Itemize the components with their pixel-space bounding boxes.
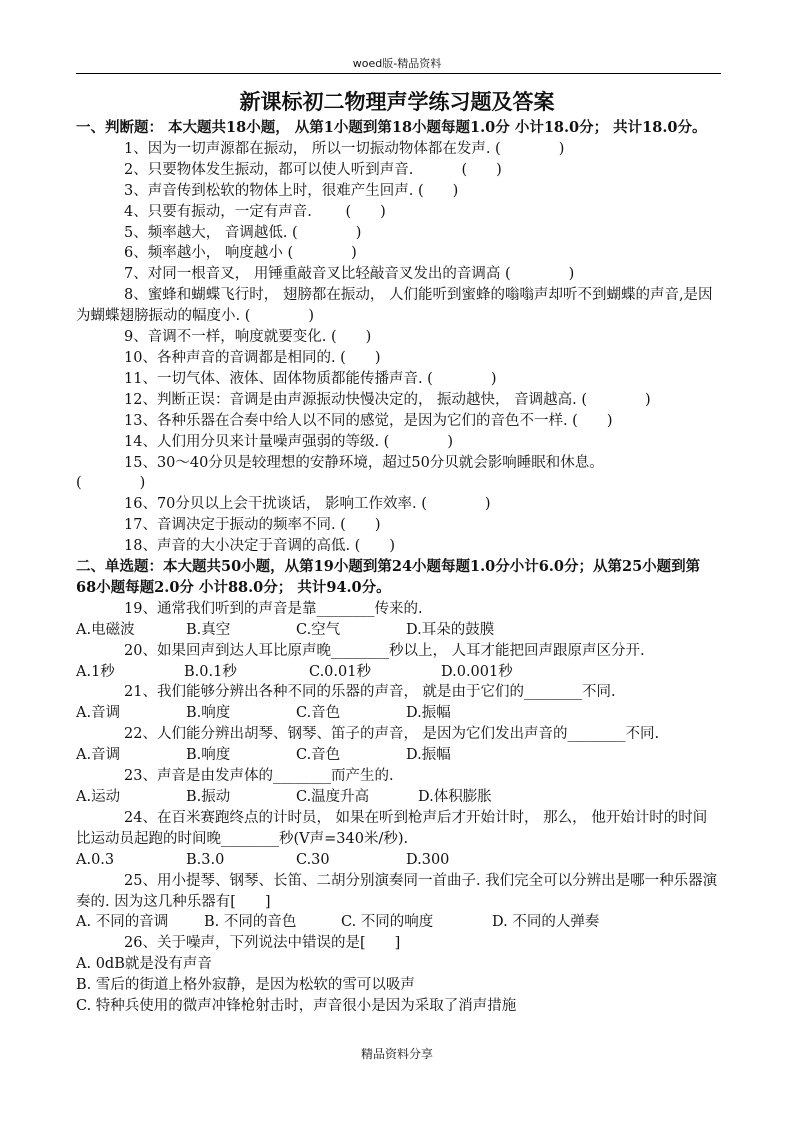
- judgment-item: 9、音调不一样，响度就要变化. ( ): [124, 329, 372, 346]
- option: A. 不同的音调: [76, 914, 169, 931]
- option: B.响度: [186, 747, 231, 764]
- option: D.振幅: [406, 747, 451, 764]
- option: B. 雪后的街道上格外寂静，是因为松软的雪可以吸声: [76, 977, 415, 994]
- judgment-item: 7、对同一根音叉， 用锤重敲音叉比轻敲音叉发出的音调高 ( ): [124, 266, 575, 283]
- document-body: [76, 118, 720, 1017]
- judgment-item: 2、只要物体发生振动，都可以使人听到声音. ( ): [124, 161, 502, 178]
- judgment-item: 4、只要有振动，一定有声音. ( ): [124, 203, 386, 220]
- option: C.0.01秒: [309, 663, 371, 680]
- question-stem: 21、我们能够分辨出各种不同的乐器的声音， 就是由于它们的________不同.: [124, 684, 616, 701]
- option: B.0.1秒: [184, 663, 237, 680]
- judgment-item: 12、判断正误：音调是由声源振动快慢决定的， 振动越快， 音调越高. ( ): [124, 391, 651, 408]
- option: D. 不同的人弹奏: [492, 914, 600, 931]
- option: B. 不同的音色: [204, 914, 297, 931]
- judgment-item: 10、各种声音的音调都是相同的. ( ): [124, 349, 381, 366]
- question-stem: 24、在百米赛跑终点的计时员， 如果在听到枪声后才开始计时， 那么， 他开始计时的时间比运动员起跑的时间晚________秒(V声=340米/秒).: [76, 809, 708, 847]
- option: C. 特种兵使用的微声冲锋枪射击时，声音很小是因为采取了消声措施: [76, 998, 517, 1015]
- option: A.1秒: [76, 663, 115, 680]
- option: D.0.001秒: [441, 663, 513, 680]
- judgment-item: 16、70分贝以上会干扰谈话， 影响工作效率. ( ): [124, 496, 491, 513]
- option: A. 0dB就是没有声音: [76, 956, 212, 973]
- option: C. 不同的响度: [341, 914, 434, 931]
- judgment-answer-bracket: ( ): [76, 475, 146, 492]
- option-row: [76, 745, 720, 766]
- option-row: [76, 703, 720, 724]
- option: D.耳朵的鼓膜: [406, 621, 495, 638]
- option: B.响度: [186, 705, 231, 722]
- question-stem: 23、声音是由发声体的________而产生的.: [124, 768, 394, 785]
- question-stem: 22、人们能分辨出胡琴、钢琴、笛子的声音， 是因为它们发出声音的________不同.: [124, 726, 660, 743]
- option-row: [76, 912, 720, 933]
- section-1-heading: 一、判断题： 本大题共18小题， 从第1小题到第18小题每题1.0分 小计18.0分； 共计18.0分。: [76, 119, 707, 136]
- section-2-heading: 二、单选题：本大题共50小题，从第19小题到第24小题每题1.0分小计6.0分；从第25小题到第68小题每题2.0分 小计88.0分； 共计94.0分。: [76, 558, 701, 596]
- option: D.300: [406, 851, 450, 868]
- option: B.振动: [186, 789, 231, 805]
- judgment-item: 15、30～40分贝是较理想的安静环境，超过50分贝就会影响睡眠和休息。: [124, 454, 604, 471]
- option: D.体积膨胀: [418, 789, 492, 805]
- option: C.30: [296, 851, 330, 868]
- document-title: 新课标初二物理声学练习题及答案: [239, 89, 555, 114]
- option: A.运动: [76, 789, 121, 805]
- judgment-item: 11、一切气体、液体、固体物质都能传播声音. ( ): [124, 370, 497, 387]
- option: C.温度升高: [296, 789, 370, 805]
- option: C.音色: [296, 747, 341, 764]
- option-row: [76, 850, 720, 871]
- option-row: [76, 620, 720, 641]
- question-stem: 25、用小提琴、钢琴、长笛、二胡分别演奏同一首曲子. 我们完全可以分辨出是哪一种乐器演奏的. 因为这几种乐器有[ ]: [76, 872, 718, 910]
- judgment-item: 8、蜜蜂和蝴蝶飞行时， 翅膀都在振动， 人们能听到蜜蜂的嗡嗡声却听不到蝴蝶的声音,是因为蝴蝶翅膀振动的幅度小. ( ): [76, 287, 713, 325]
- question-stem: 19、通常我们听到的声音是靠________传来的.: [124, 600, 423, 617]
- judgment-item: 13、各种乐器在合奏中给人以不同的感觉，是因为它们的音色不一样. ( ): [124, 412, 613, 429]
- judgment-item: 17、音调决定于振动的频率不同. ( ): [124, 517, 381, 534]
- judgment-item: 6、频率越小， 响度越小 ( ): [124, 245, 357, 262]
- judgment-item: 1、因为一切声源都在振动， 所以一切振动物体都在发声. ( ): [124, 140, 565, 157]
- option: C.音色: [296, 705, 341, 722]
- judgment-item: 18、声音的大小决定于音调的高低. ( ): [124, 538, 395, 555]
- option: A.音调: [76, 747, 121, 764]
- judgment-item: 3、声音传到松软的物体上时，很难产生回声. ( ): [124, 182, 459, 199]
- page-footer: 精品资料分享: [360, 1047, 433, 1061]
- option-row: [76, 662, 720, 683]
- option-row: [76, 787, 720, 808]
- option: B.3.0: [186, 851, 225, 868]
- judgment-item: 14、人们用分贝来计量噪声强弱的等级. ( ): [124, 433, 453, 450]
- question-stem: 20、如果回声到达人耳比原声晚________秒以上， 人耳才能把回声跟原声区分开.: [124, 642, 645, 659]
- question-stem: 26、关于噪声，下列说法中错误的是[ ]: [124, 935, 401, 952]
- option: A.电磁波: [76, 621, 135, 638]
- option: D.振幅: [406, 705, 451, 722]
- page-header: woed版-精品资料: [352, 57, 442, 70]
- header-divider: [76, 73, 721, 74]
- option: A.音调: [76, 705, 121, 722]
- option: C.空气: [296, 621, 341, 638]
- judgment-item: 5、频率越大， 音调越低. ( ): [124, 224, 362, 241]
- option: A.0.3: [76, 851, 115, 868]
- option: B.真空: [186, 621, 231, 638]
